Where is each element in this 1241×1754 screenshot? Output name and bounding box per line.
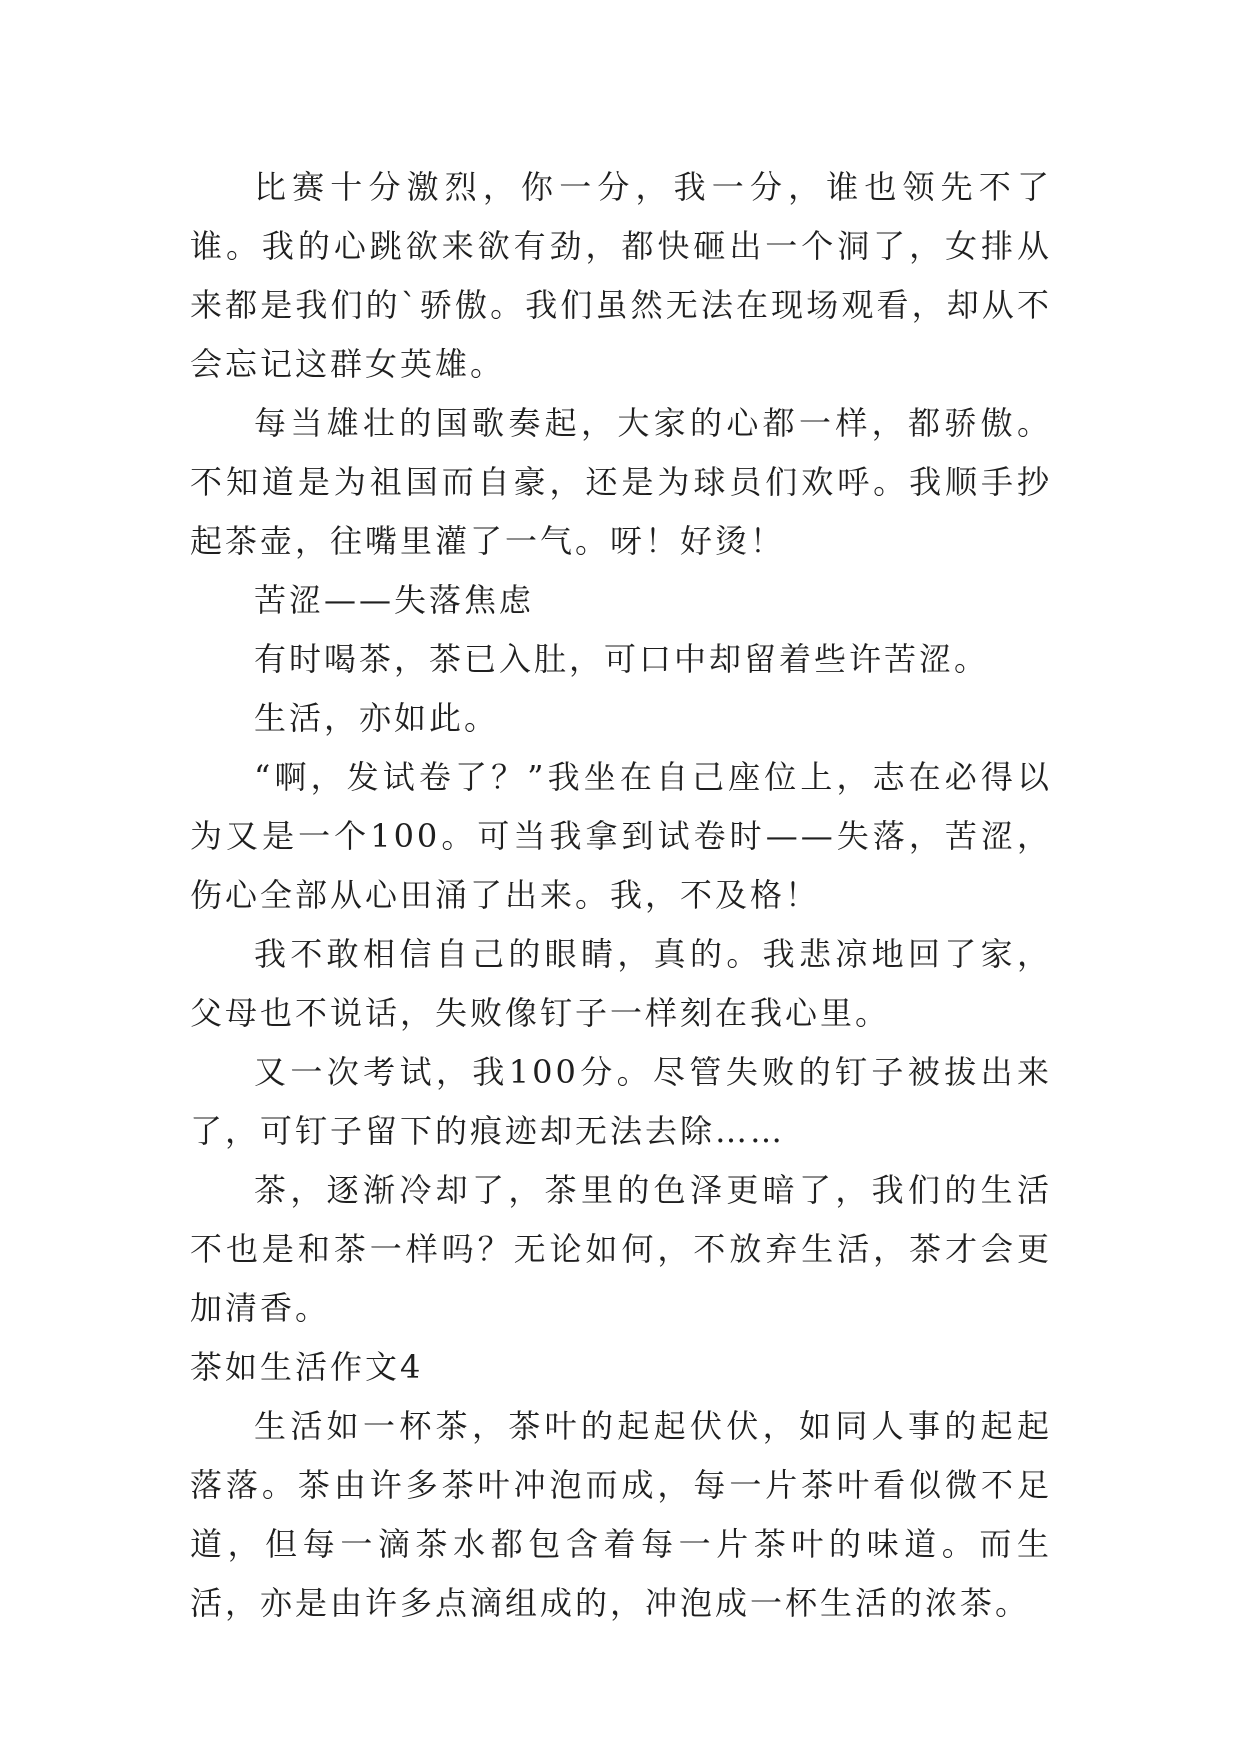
paragraph: 又一次考试，我100分。尽管失败的钉子被拔出来了，可钉子留下的痕迹却无法去除…… xyxy=(190,1053,1052,1150)
paragraph: 生活，亦如此。 xyxy=(254,699,500,737)
paragraph: 每当雄壮的国歌奏起，大家的心都一样，都骄傲。不知道是为祖国而自豪，还是为球员们欢呼。我顺手抄起茶壶，往嘴里灌了一气。呀！好烫！ xyxy=(190,404,1052,560)
section-heading: 苦涩——失落焦虑 xyxy=(254,581,535,619)
paragraph: “啊，发试卷了？”我坐在自己座位上，志在必得以为又是一个100。可当我拿到试卷时——失落，苦涩，伤心全部从心田涌了出来。我，不及格！ xyxy=(190,758,1052,914)
paragraph: 茶，逐渐冷却了，茶里的色泽更暗了，我们的生活不也是和茶一样吗？无论如何，不放弃生活，茶才会更加清香。 xyxy=(190,1171,1052,1327)
paragraph: 比赛十分激烈，你一分，我一分，谁也领先不了谁。我的心跳欲来欲有劲，都快砸出一个洞了，女排从来都是我们的`骄傲。我们虽然无法在现场观看，却从不会忘记这群女英雄。 xyxy=(190,168,1052,383)
paragraph: 我不敢相信自己的眼睛，真的。我悲凉地回了家，父母也不说话，失败像钉子一样刻在我心里。 xyxy=(190,935,1052,1032)
essay-title: 茶如生活作文4 xyxy=(190,1348,424,1386)
paragraph: 有时喝茶，茶已入肚，可口中却留着些许苦涩。 xyxy=(254,640,990,678)
document-body xyxy=(190,158,1052,1633)
paragraph: 生活如一杯茶，茶叶的起起伏伏，如同人事的起起落落。茶由许多茶叶冲泡而成，每一片茶叶看似微不足道，但每一滴茶水都包含着每一片茶叶的味道。而生活，亦是由许多点滴组成的，冲泡成一杯生活的浓茶。 xyxy=(190,1407,1052,1622)
